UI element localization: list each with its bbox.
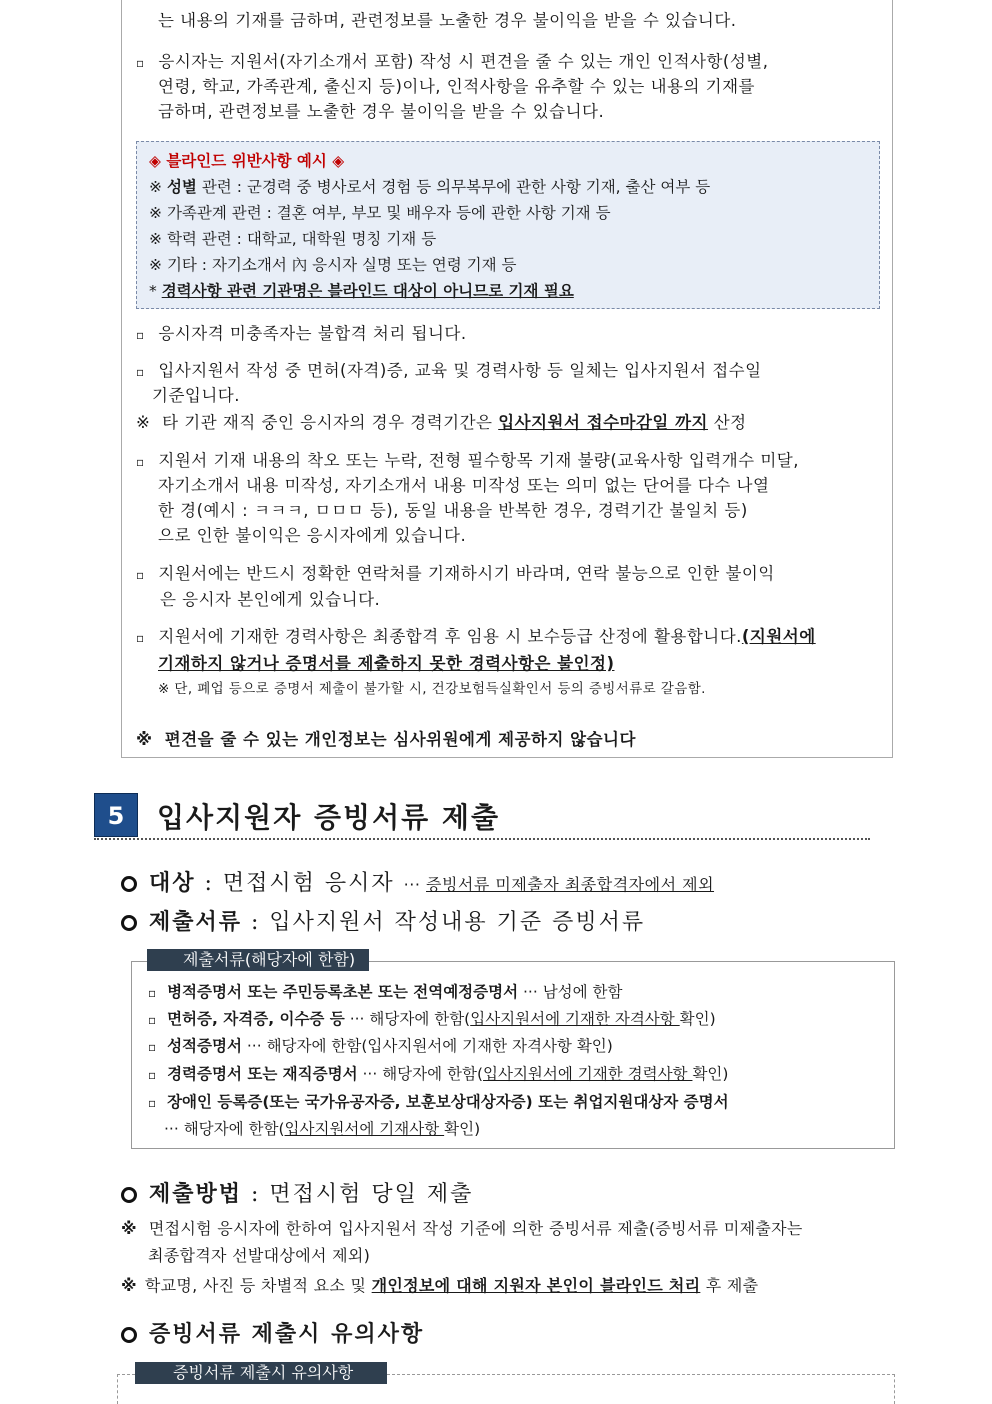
paragraph-privacy-line2: 연령, 학교, 가족관계, 출신지 등)이나, 인적사항을 유추할 수 있는 내용의 기재를 xyxy=(158,77,755,96)
section-divider xyxy=(94,838,870,840)
method-note-2: ※ 학교명, 사진 등 차별적 요소 및 개인정보에 대해 지원자 본인이 블라인드 처리 후 제출 xyxy=(121,1276,759,1295)
blind-item-education: ※ 학력 관련 : 대학교, 대학원 명칭 기재 등 xyxy=(149,230,437,248)
reference-mark-icon: ※ xyxy=(149,230,162,248)
rule-career-salary-line2: 기재하지 않거나 증명서를 제출하지 못한 경력사항은 불인정) xyxy=(158,654,615,673)
reference-mark-icon: ※ xyxy=(149,256,162,274)
bullet-icon: ▫ xyxy=(136,328,145,342)
doc-item-disability: ▫ 장애인 등록증(또는 국가유공자증, 보훈보상대상자증) 또는 취업지원대상자 증명서 xyxy=(148,1093,729,1111)
doc-item-disability-line2: ··· 해당자에 한함(입사지원서에 기재사항 확인) xyxy=(164,1120,481,1138)
method-note-1-line2: 최종합격자 선발대상에서 제외) xyxy=(148,1246,371,1265)
blind-violation-box xyxy=(136,141,880,309)
rule-career-footnote: ※ 단, 폐업 등으로 증명서 제출이 불가할 시, 건강보험득실확인서 등의 증빙서류로 갈음함. xyxy=(158,681,706,697)
continued-text: 는 내용의 기재를 금하며, 관련정보를 노출한 경우 불이익을 받을 수 있습니다. xyxy=(158,11,737,30)
doc-item-transcript: ▫ 성적증명서 ··· 해당자에 한함(입사지원서에 기재한 자격사항 확인) xyxy=(148,1037,613,1055)
section-number: 5 xyxy=(94,793,138,837)
paragraph-privacy-line3: 금하며, 관련정보를 노출한 경우 불이익을 받을 수 있습니다. xyxy=(158,102,605,121)
rule-errors-line4: 으로 인한 불이익은 응시자에게 있습니다. xyxy=(158,526,467,545)
caution-heading: 증빙서류 제출시 유의사항 xyxy=(121,1317,424,1348)
circle-bullet-icon xyxy=(121,876,137,892)
rule-contact: ▫ 지원서에는 반드시 정확한 연락처를 기재하시기 바라며, 연락 불능으로 인한 불이익 xyxy=(136,564,775,583)
bullet-icon: ▫ xyxy=(148,986,157,1000)
caution-tab-label: 증빙서류 제출시 유의사항 xyxy=(135,1362,387,1384)
reference-mark-icon: ※ xyxy=(136,730,153,749)
bullet-icon: ▫ xyxy=(136,365,145,379)
rule-contact-line2: 은 응시자 본인에게 있습니다. xyxy=(160,590,381,609)
target-heading: 대상 : 면접시험 응시자 ··· 증빙서류 미제출자 최종합격자에서 제외 xyxy=(121,866,714,897)
rule-career-salary: ▫ 지원서에 기재한 경력사항은 최종합격 후 임용 시 보수등급 산정에 활용합니다.(지원서에 xyxy=(136,627,816,646)
method-heading: 제출방법 : 면접시험 당일 제출 xyxy=(121,1177,473,1208)
reference-mark-icon: ※ xyxy=(121,1276,137,1295)
rule-career-period: ※ 타 기관 재직 중인 응시자의 경우 경력기간은 입사지원서 접수마감일 까지 산정 xyxy=(136,413,747,432)
reference-mark-icon: ※ xyxy=(121,1219,137,1238)
rule-errors-line3: 한 경(예시 : ㅋㅋㅋ, ㅁㅁㅁ 등), 동일 내용을 반복한 경우, 경력기간 불일치 등) xyxy=(158,501,748,520)
bullet-icon: ▫ xyxy=(136,568,145,582)
blind-title: ◈ 블라인드 위반사항 예시 ◈ xyxy=(149,152,345,170)
asterisk-icon: * xyxy=(149,282,157,300)
bullet-icon: ▫ xyxy=(136,56,145,70)
circle-bullet-icon xyxy=(121,1187,137,1203)
docs-box xyxy=(131,961,895,1149)
bullet-icon: ▫ xyxy=(136,455,145,469)
rule-errors: ▫ 지원서 기재 내용의 착오 또는 누락, 전형 필수항목 기재 불량(교육사항 입력개수 미달, xyxy=(136,451,799,470)
reference-mark-icon: ※ xyxy=(149,204,162,222)
blind-item-family: ※ 가족관계 관련 : 결혼 여부, 부모 및 배우자 등에 관한 사항 기재 등 xyxy=(149,204,611,222)
blind-item-gender: ※ 성별 관련 : 군경력 중 병사로서 경험 등 의무복무에 관한 사항 기재, 출산 여부 등 xyxy=(149,178,711,196)
section-title: 입사지원자 증빙서류 제출 xyxy=(157,801,501,834)
rule-errors-line2: 자기소개서 내용 미작성, 자기소개서 내용 미작성 또는 의미 없는 단어를 다수 나열 xyxy=(158,476,770,495)
bullet-icon: ▫ xyxy=(148,1013,157,1027)
doc-item-career: ▫ 경력증명서 또는 재직증명서 ··· 해당자에 한함(입사지원서에 기재한 경력사항 확인) xyxy=(148,1065,729,1083)
reference-mark-icon: ※ xyxy=(149,178,162,196)
rule-basis-date-line2: 기준입니다. xyxy=(152,386,240,405)
circle-bullet-icon xyxy=(121,1327,137,1343)
paragraph-privacy: ▫ 응시자는 지원서(자기소개서 포함) 작성 시 편견을 줄 수 있는 개인 인적사항(성별, xyxy=(136,52,769,71)
bullet-icon: ▫ xyxy=(148,1068,157,1082)
docs-heading: 제출서류 : 입사지원서 작성내용 기준 증빙서류 xyxy=(121,905,645,936)
docs-tab-label: 제출서류(해당자에 한함) xyxy=(147,949,369,971)
circle-bullet-icon xyxy=(121,915,137,931)
rule-personal-info: ※ 편견을 줄 수 있는 개인정보는 심사위원에게 제공하지 않습니다 xyxy=(136,730,636,749)
doc-item-license: ▫ 면허증, 자격증, 이수증 등 ··· 해당자에 한함(입사지원서에 기재한 자격사항 확인) xyxy=(148,1010,716,1028)
bullet-icon: ▫ xyxy=(136,631,145,645)
bullet-icon: ▫ xyxy=(148,1040,157,1054)
blind-item-etc: ※ 기타 : 자기소개서 內 응시자 실명 또는 연령 기재 등 xyxy=(149,256,517,274)
doc-item-military: ▫ 병적증명서 또는 주민등록초본 또는 전역예정증명서 ··· 남성에 한함 xyxy=(148,983,623,1001)
rule-qualification: ▫ 응시자격 미충족자는 불합격 처리 됩니다. xyxy=(136,324,467,343)
blind-item-career: * 경력사항 관련 기관명은 블라인드 대상이 아니므로 기재 필요 xyxy=(149,282,574,300)
rule-basis-date: ▫ 입사지원서 작성 중 면허(자격)증, 교육 및 경력사항 등 일체는 입사지원서 접수일 xyxy=(136,361,762,380)
method-note-1: ※ 면접시험 응시자에 한하여 입사지원서 작성 기준에 의한 증빙서류 제출(증빙서류 미제출자는 xyxy=(121,1219,803,1238)
reference-mark-icon: ※ xyxy=(136,413,151,432)
bullet-icon: ▫ xyxy=(148,1096,157,1110)
